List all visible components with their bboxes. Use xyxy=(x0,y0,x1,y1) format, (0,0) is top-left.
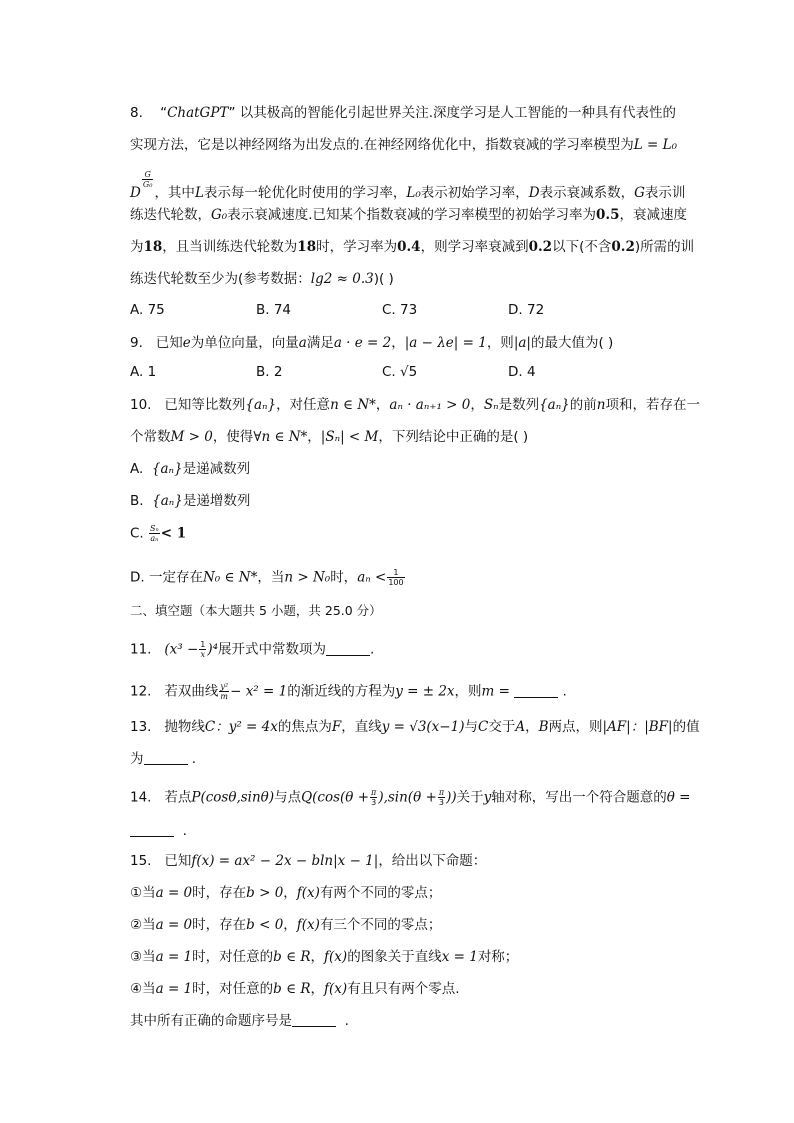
math: b > 0 xyxy=(246,885,284,901)
math: n ∈ N* xyxy=(330,397,376,413)
fraction xyxy=(387,568,404,587)
q8-line-1 xyxy=(130,104,676,122)
q8-line-3 xyxy=(130,170,685,202)
math: aₙ < xyxy=(357,569,387,586)
math: y = ± 2x xyxy=(395,683,455,700)
frac-num: π xyxy=(438,788,445,797)
frac-den: 100 xyxy=(388,578,404,587)
text: 表示衰减速度.已知某个指数衰减的学习率模型的初始学习率为 xyxy=(227,207,596,223)
q12-number: 12. xyxy=(130,683,152,700)
text: . xyxy=(182,823,187,839)
option-letter: C. xyxy=(130,525,144,542)
math: e xyxy=(182,335,191,351)
answer-blank xyxy=(326,643,370,656)
text: 个常数 xyxy=(130,429,171,445)
text: 为 xyxy=(130,751,144,767)
math: a = 0 xyxy=(155,917,193,933)
text: ， xyxy=(525,719,539,735)
exponent-fraction xyxy=(142,170,154,189)
text: 当 xyxy=(142,917,156,933)
text: ， xyxy=(283,885,297,901)
math: 0.2 xyxy=(528,239,553,255)
text: 是数列 xyxy=(498,397,540,413)
q8-line-5 xyxy=(130,238,694,256)
q10-option-a xyxy=(130,460,250,478)
q9-number: 9. xyxy=(130,335,143,351)
text: 的值 xyxy=(672,719,700,735)
text: 表示衰减系数， xyxy=(539,185,635,201)
answer-blank xyxy=(292,1014,336,1027)
math: a xyxy=(298,335,307,351)
q8-number: 8. xyxy=(130,105,143,121)
text: ，则 xyxy=(454,683,482,700)
math: 0.5 xyxy=(596,207,620,223)
math: f(x) xyxy=(324,949,348,965)
math: 18 xyxy=(297,239,317,255)
text: 时，对任意的 xyxy=(192,949,274,965)
text: 当 xyxy=(142,949,156,965)
math: f(x) xyxy=(296,917,320,933)
text: 的前 xyxy=(569,397,597,413)
q15-item-1 xyxy=(130,884,441,902)
item-mark: ③ xyxy=(130,949,143,965)
text: 项和，若存在一 xyxy=(605,397,700,413)
text: 展开式中常数项为 xyxy=(218,641,327,658)
math: {aₙ} xyxy=(151,461,183,477)
math: F xyxy=(331,719,342,735)
math: Sₙ xyxy=(483,397,499,413)
fraction xyxy=(370,788,377,807)
text: ， xyxy=(307,429,321,445)
text: 时，存在 xyxy=(192,917,247,933)
q8-choice-b: B. 74 xyxy=(256,302,292,318)
math: |a| xyxy=(513,335,531,351)
text: ， xyxy=(310,949,325,965)
math: G xyxy=(634,185,645,201)
text: ，直线 xyxy=(341,719,382,735)
text: 练迭代轮数， xyxy=(130,207,211,223)
text: ，下列结论中正确的是( ) xyxy=(378,429,529,445)
text: 若双曲线 xyxy=(164,683,219,700)
frac-den: m xyxy=(220,692,229,701)
text: 实现方法，它是以神经网络为出发点的.在神经网络优化中，指数衰减的学习率模型为 xyxy=(130,137,634,153)
math: ∀n ∈ N* xyxy=(253,429,308,445)
text: 为单位向量，向量 xyxy=(190,335,299,351)
text: ，衰减速度 xyxy=(619,207,687,223)
text: 交于 xyxy=(488,719,516,735)
math: a = 1 xyxy=(155,949,193,965)
q10-option-d xyxy=(130,568,406,587)
q9-choice-d: D. 4 xyxy=(508,364,536,380)
math: f(x) xyxy=(296,885,320,901)
text: 已知 xyxy=(155,335,183,351)
math: < 1 xyxy=(160,525,187,542)
math: )⁴ xyxy=(207,641,219,658)
q8-line-4 xyxy=(130,206,687,224)
text: )所需的训 xyxy=(634,239,695,255)
text: ，其中 xyxy=(154,185,195,201)
math: L₀ xyxy=(406,185,421,201)
text: 抛物线 xyxy=(164,719,205,735)
q14-line-1 xyxy=(130,788,691,807)
text: 其中所有正确的命题序号是 xyxy=(130,1013,292,1029)
frac-num: G xyxy=(142,170,154,180)
fraction xyxy=(199,640,206,659)
text: . xyxy=(191,751,197,767)
frac-num: y² xyxy=(220,682,229,691)
text: 时， xyxy=(330,569,358,586)
q8-line-6 xyxy=(130,270,394,288)
math: aₙ · aₙ₊₁ > 0 xyxy=(389,397,471,413)
text: ，则学习率衰减到 xyxy=(420,239,529,255)
text: 的图象关于直线 xyxy=(347,949,442,965)
math: 18 xyxy=(143,239,163,255)
option-text: D. 一定存在 xyxy=(130,569,203,586)
math: )) xyxy=(446,789,457,806)
text: 的最大值为( ) xyxy=(530,335,614,351)
q9-choice-c: C. √5 xyxy=(382,364,418,380)
q8-line-2 xyxy=(130,136,677,154)
math: ChatGPT xyxy=(167,105,229,121)
section-header: 二、填空题（本大题共 5 小题，共 25.0 分） xyxy=(130,603,382,618)
text: 是递增数列 xyxy=(182,493,251,509)
text: ，且当训练迭代轮数为 xyxy=(162,239,298,255)
math: y = √3(x−1) xyxy=(381,719,465,735)
text: 以下(不含 xyxy=(552,239,612,255)
text: ，则 xyxy=(486,335,514,351)
text: ， xyxy=(283,917,297,933)
text: ， xyxy=(391,335,405,351)
q10-line-2 xyxy=(130,428,528,446)
math: L = L₀ xyxy=(633,137,678,153)
math: D xyxy=(130,185,141,201)
frac-num: 1 xyxy=(387,568,404,578)
text: 时，对任意的 xyxy=(192,981,274,997)
text: ， xyxy=(375,397,390,413)
q8-choice-a: A. 75 xyxy=(130,302,165,318)
math: n xyxy=(596,397,606,413)
text: 关于 xyxy=(456,789,484,806)
text: 若点 xyxy=(164,789,192,806)
math: Q(cos(θ + xyxy=(301,789,370,806)
text: 与点 xyxy=(274,789,302,806)
text: 对称； xyxy=(477,949,519,965)
frac-den: 3 xyxy=(438,798,444,807)
text: 表示初始学习率， xyxy=(420,185,529,201)
text: ” 以其极高的智能化引起世界关注.深度学习是人工智能的一种具有代表性的 xyxy=(228,105,677,121)
text: 已知等比数列 xyxy=(164,397,246,413)
text: ，使得 xyxy=(212,429,254,445)
math: L xyxy=(194,185,204,201)
q14-line-2 xyxy=(130,822,187,840)
math: a = 0 xyxy=(155,885,193,901)
math: {aₙ} xyxy=(245,397,277,413)
text: 两点，则 xyxy=(548,719,603,735)
item-mark: ① xyxy=(130,885,143,901)
text: ，对任意 xyxy=(276,397,331,413)
text: 时，存在 xyxy=(192,885,247,901)
math: |Sₙ| < M xyxy=(320,429,379,445)
math: M > 0 xyxy=(170,429,213,445)
math: b ∈ R xyxy=(273,981,311,997)
q9-choice-b: B. 2 xyxy=(256,364,283,380)
text: 为 xyxy=(130,239,144,255)
q15-final xyxy=(130,1012,349,1030)
math: − x² = 1 xyxy=(230,683,288,700)
text: 的焦点为 xyxy=(277,719,332,735)
text: ， xyxy=(310,981,325,997)
answer-blank xyxy=(130,824,174,837)
math: P(cosθ,sinθ) xyxy=(191,789,275,806)
text: 的渐近线的方程为 xyxy=(287,683,396,700)
text: 有且只有两个零点. xyxy=(347,981,460,997)
math: lg2 ≈ 0.3 xyxy=(310,271,374,287)
q13-line-2 xyxy=(130,750,196,768)
q8-choice-c: C. 73 xyxy=(382,302,418,318)
text: 时，学习率为 xyxy=(316,239,398,255)
math: D xyxy=(528,185,540,201)
math: m = xyxy=(481,683,510,700)
text: 当 xyxy=(142,885,156,901)
text: ，给出以下命题： xyxy=(378,853,487,869)
text: 有两个不同的零点； xyxy=(319,885,442,901)
text: . xyxy=(344,1013,349,1029)
math: b < 0 xyxy=(246,917,284,933)
fraction xyxy=(438,788,445,807)
math: C：y² = 4x xyxy=(204,719,278,735)
frac-den: aₙ xyxy=(150,534,159,543)
q15-number: 15. xyxy=(130,853,152,869)
q13-number: 13. xyxy=(130,719,152,735)
q10-option-c xyxy=(130,524,186,543)
math: 0.2 xyxy=(611,239,635,255)
text: 满足 xyxy=(306,335,334,351)
math: C xyxy=(477,719,489,735)
math: |AF|：|BF| xyxy=(602,719,673,735)
fraction xyxy=(219,682,229,701)
fraction xyxy=(149,524,160,543)
option-letter: B. xyxy=(130,493,144,509)
text: . xyxy=(370,641,375,658)
math: G₀ xyxy=(211,207,228,223)
q13-line-1 xyxy=(130,718,700,736)
option-letter: A. xyxy=(130,461,144,477)
q14-number: 14. xyxy=(130,789,152,806)
frac-num: Sₙ xyxy=(150,524,159,533)
math: b ∈ R xyxy=(273,949,311,965)
text: 表示训 xyxy=(644,185,686,201)
frac-den: 3 xyxy=(371,798,377,807)
text: 练迭代轮数至少为(参考数据： xyxy=(130,271,311,287)
math: |a − λe| = 1 xyxy=(404,335,487,351)
math: {aₙ} xyxy=(152,493,183,509)
q10-option-b xyxy=(130,492,250,510)
answer-blank xyxy=(514,685,558,698)
text: ， xyxy=(470,397,484,413)
text: 有三个不同的零点； xyxy=(319,917,442,933)
q15-item-3 xyxy=(130,948,518,966)
math: N₀ ∈ N* xyxy=(202,569,258,586)
math: (x³ − xyxy=(164,641,199,658)
text: 表示每一轮优化时使用的学习率， xyxy=(203,185,407,201)
q9-choice-a: A. 1 xyxy=(130,364,157,380)
math: 0.4 xyxy=(397,239,421,255)
math: a · e = 2 xyxy=(333,335,392,351)
frac-num: π xyxy=(371,788,377,797)
text: 当 xyxy=(142,981,156,997)
math: θ = xyxy=(666,789,691,806)
q15-item-4 xyxy=(130,980,460,998)
q10-number: 10. xyxy=(130,397,152,413)
math: y xyxy=(483,789,492,806)
text: . xyxy=(562,683,567,700)
text: 已知 xyxy=(164,853,192,869)
math: x = 1 xyxy=(441,949,478,965)
frac-den: G₀ xyxy=(142,180,153,189)
math: {aₙ} xyxy=(539,397,570,413)
q15-item-2 xyxy=(130,916,441,934)
q9-line-1 xyxy=(130,334,613,352)
text: )( ) xyxy=(373,271,394,287)
q8-choice-d: D. 72 xyxy=(508,302,545,318)
text: 轴对称，写出一个符合题意的 xyxy=(491,789,667,806)
q11-number: 11. xyxy=(130,641,152,658)
math: B xyxy=(538,719,549,735)
q11-line xyxy=(130,640,374,659)
math: f(x) = ax² − 2x − bln|x − 1| xyxy=(191,853,379,869)
answer-blank xyxy=(144,752,188,765)
frac-num: 1 xyxy=(200,640,206,649)
q12-line xyxy=(130,682,567,701)
frac-den: x xyxy=(200,650,206,659)
q10-line-1 xyxy=(130,396,700,414)
math: n > N₀ xyxy=(284,569,331,586)
text: ，当 xyxy=(257,569,285,586)
text: 是递减数列 xyxy=(182,461,251,477)
math: a = 1 xyxy=(155,981,193,997)
math: ),sin(θ + xyxy=(378,789,437,806)
item-mark: ④ xyxy=(130,981,143,997)
math: A xyxy=(515,719,526,735)
text: “ xyxy=(160,105,168,121)
q15-line-1 xyxy=(130,852,486,870)
item-mark: ② xyxy=(130,917,143,933)
text: 与 xyxy=(464,719,478,735)
math: f(x) xyxy=(324,981,348,997)
